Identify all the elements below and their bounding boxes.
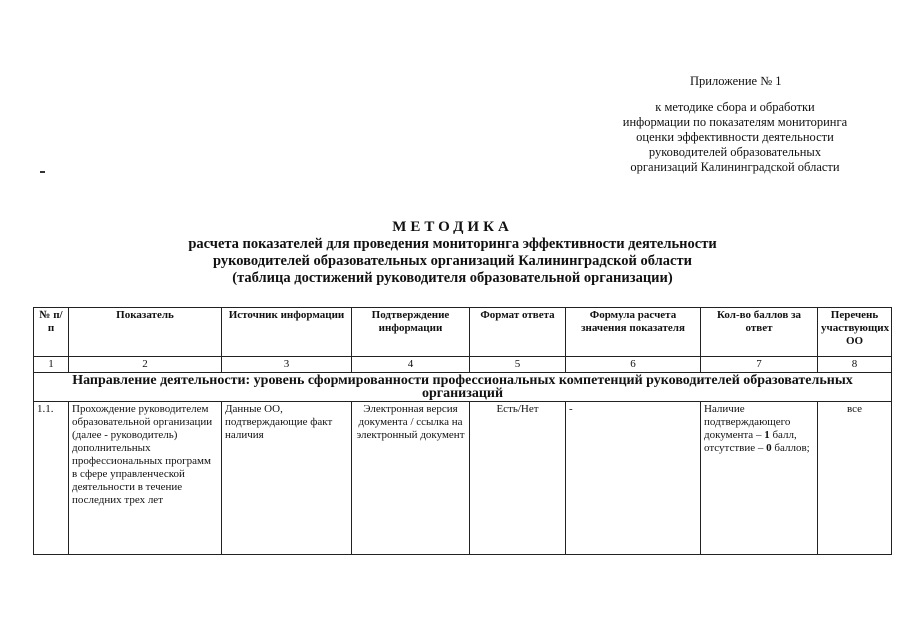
points-text: балл, отсутствие – — [704, 429, 797, 454]
row-indicator: Прохождение руководителем образовательной организации (далее - руководитель) дополнительных профессиональных программ в сфере управленческой деятельности в течение последних трех лет — [69, 402, 222, 555]
section-title: Направление деятельности: уровень сформированности профессиональных компетенций руководителей образовательных организаций — [34, 373, 892, 402]
header-cell: Источник информации — [222, 308, 352, 357]
column-number: 3 — [222, 357, 352, 373]
row-formula: - — [566, 402, 701, 555]
document-title — [0, 218, 905, 287]
header-cell: № п/п — [34, 308, 69, 357]
header-cell: Подтверждение информации — [352, 308, 470, 357]
appendix-line: информации по показателям мониторинга — [622, 115, 848, 129]
column-number: 1 — [34, 357, 69, 373]
appendix-lines — [610, 100, 860, 175]
appendix-number: Приложение № 1 — [690, 74, 782, 88]
table-row — [34, 402, 892, 555]
title-sub-3: (таблица достижений руководителя образовательной организации) — [232, 270, 673, 286]
header-cell: Показатель — [69, 308, 222, 357]
column-number-row — [34, 357, 892, 373]
header-cell: Перечень участвующих ОО — [818, 308, 892, 357]
header-cell: Кол-во баллов за ответ — [701, 308, 818, 357]
column-number: 7 — [701, 357, 818, 373]
column-number: 4 — [352, 357, 470, 373]
appendix-line: к методике сбора и обработки — [655, 100, 815, 114]
column-number: 2 — [69, 357, 222, 373]
points-text: Наличие подтверждающего документа – — [704, 403, 791, 441]
scan-mark — [40, 171, 45, 173]
points-text: баллов; — [771, 442, 810, 454]
column-number: 8 — [818, 357, 892, 373]
title-sub-2: руководителей образовательных организаций Калининградской области — [213, 253, 692, 269]
methodology-table — [33, 307, 892, 555]
title-main: МЕТОДИКА — [392, 219, 513, 235]
appendix-line: руководителей образовательных — [648, 145, 822, 159]
points-value: 1 — [764, 429, 770, 441]
points-value: 0 — [766, 442, 772, 454]
column-number: 6 — [566, 357, 701, 373]
row-format: Есть/Нет — [470, 402, 566, 555]
appendix-line: организаций Калининградской области — [630, 160, 840, 174]
title-sub-1: расчета показателей для проведения мониторинга эффективности деятельности — [188, 236, 717, 252]
header-cell: Формула расчета значения показателя — [566, 308, 701, 357]
appendix-line: оценки эффективности деятельности — [636, 130, 834, 144]
row-source: Данные ОО, подтверждающие факт наличия — [222, 402, 352, 555]
row-points — [701, 402, 818, 555]
section-row — [34, 373, 892, 402]
row-participants: все — [818, 402, 892, 555]
header-cell: Формат ответа — [470, 308, 566, 357]
column-number: 5 — [470, 357, 566, 373]
row-number: 1.1. — [34, 402, 69, 555]
table-header-row — [34, 308, 892, 357]
row-confirmation: Электронная версия документа / ссылка на электронный документ — [352, 402, 470, 555]
